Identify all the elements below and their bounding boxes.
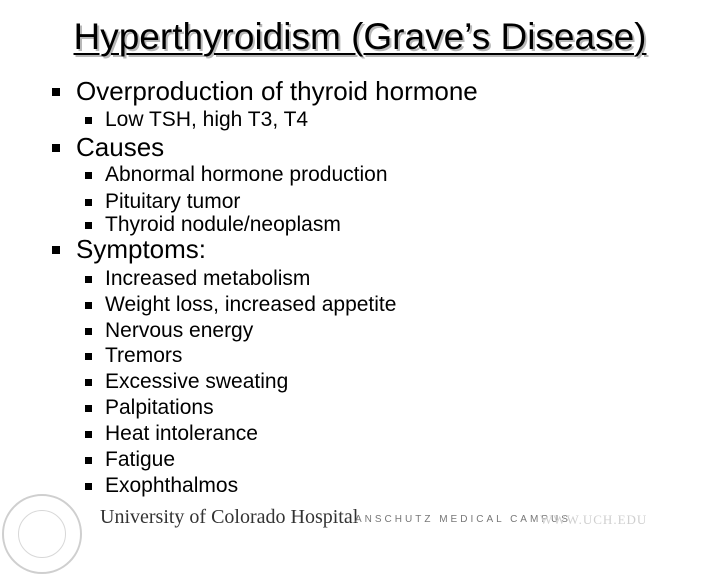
bullet-square-icon <box>85 405 92 412</box>
bullet-square-icon <box>52 246 60 254</box>
sub-bullet-text: Excessive sweating <box>105 370 289 393</box>
bullet-square-icon <box>85 328 92 335</box>
seal-inner-ring <box>18 510 66 558</box>
sub-bullet-text: Weight loss, increased appetite <box>105 293 397 316</box>
footer-campus-name: ANSCHUTZ MEDICAL CAMPUS <box>355 514 571 525</box>
university-seal-icon <box>2 494 82 574</box>
sub-bullet-text: Thyroid nodule/neoplasm <box>105 213 341 236</box>
footer-website: WWW.UCH.EDU <box>540 512 648 527</box>
bullet-square-icon <box>85 172 92 179</box>
footer-university-name: University of Colorado Hospital <box>100 506 359 528</box>
sub-bullet-text: Abnormal hormone production <box>105 163 388 186</box>
sub-bullet-text: Exophthalmos <box>105 474 239 497</box>
bullet-square-icon <box>85 483 92 490</box>
bullet-text: Symptoms: <box>76 234 207 264</box>
sub-bullet-text: Nervous energy <box>105 319 254 342</box>
bullet-square-icon <box>52 88 60 96</box>
slide-title: Hyperthyroidism (Grave’s Disease) <box>73 16 647 57</box>
sub-bullet-text: Palpitations <box>105 396 214 419</box>
sub-bullet-text: Low TSH, high T3, T4 <box>105 108 309 131</box>
bullet-square-icon <box>85 353 92 360</box>
bullet-square-icon <box>85 431 92 438</box>
sub-bullet-text: Increased metabolism <box>105 267 311 290</box>
bullet-text: Overproduction of thyroid hormone <box>76 76 478 106</box>
bullet-square-icon <box>85 199 92 206</box>
bullet-square-icon <box>85 117 92 124</box>
bullet-square-icon <box>85 302 92 309</box>
bullet-square-icon <box>52 144 60 152</box>
sub-bullet-text: Tremors <box>105 344 183 367</box>
footer <box>0 494 720 540</box>
bullet-square-icon <box>85 222 92 229</box>
bullet-square-icon <box>85 457 92 464</box>
sub-bullet-text: Fatigue <box>105 448 176 471</box>
bullet-text: Causes <box>76 132 165 162</box>
sub-bullet-text: Heat intolerance <box>105 422 258 445</box>
sub-bullet-text: Pituitary tumor <box>105 190 241 213</box>
bullet-square-icon <box>85 276 92 283</box>
bullet-square-icon <box>85 379 92 386</box>
